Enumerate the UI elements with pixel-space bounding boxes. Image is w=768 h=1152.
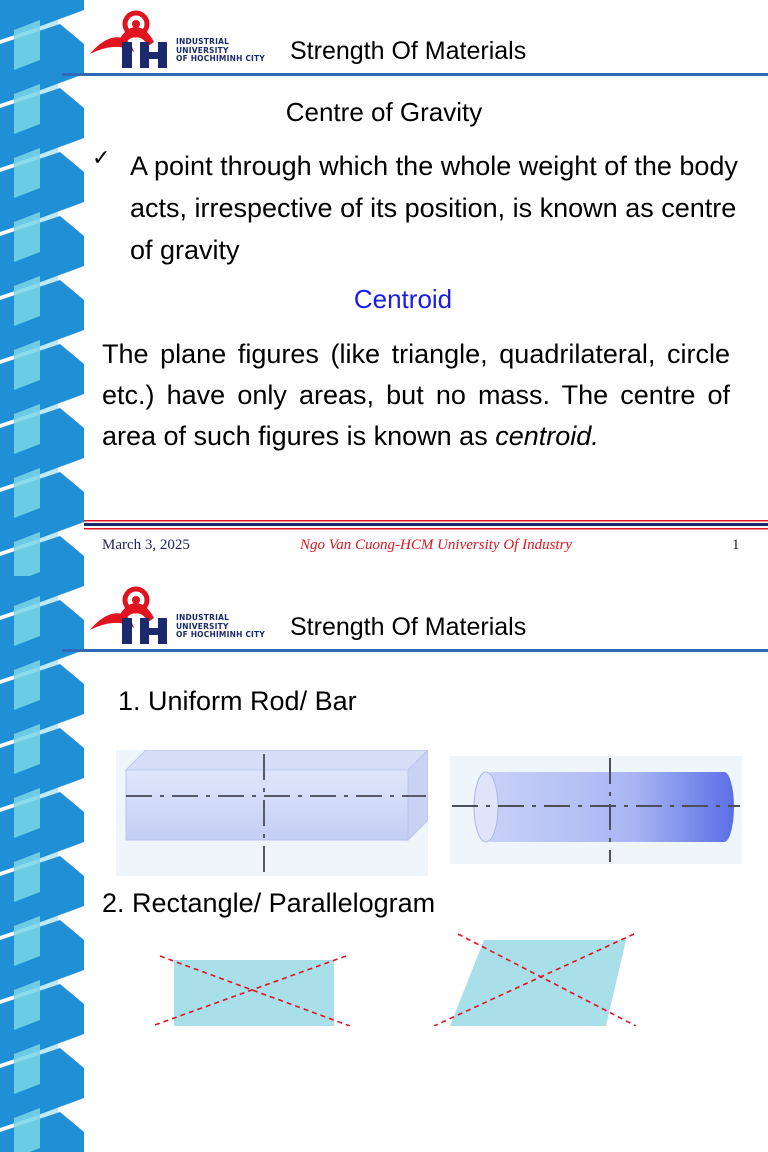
logo-wordmark: [176, 38, 265, 64]
footer-author: Ngo Van Cuong-HCM University Of Industry: [300, 537, 573, 553]
logo-line-3: OF HOCHIMINH CITY: [176, 630, 265, 639]
logo-wordmark: [176, 614, 265, 640]
centroid-paragraph: [102, 334, 730, 457]
paragraph-italic-term: centroid.: [495, 421, 599, 451]
section-uniform-rod: 1. Uniform Rod/ Bar: [118, 686, 357, 716]
rectangle-figure: [150, 952, 350, 1026]
logo-line-2: UNIVERSITY: [176, 45, 229, 55]
bullet-text: A point through which the whole weight of the body acts, irrespective of its position, is known as centre of gravity: [130, 151, 738, 265]
parallelogram-figure: [430, 932, 644, 1026]
slide-title: Centre of Gravity: [285, 97, 483, 127]
cylindrical-bar-figure: [450, 756, 742, 864]
logo-line-2: UNIVERSITY: [176, 621, 229, 631]
section-rectangle-parallelogram: 2. Rectangle/ Parallelogram: [102, 888, 436, 918]
logo-line-3: OF HOCHIMINH CITY: [176, 54, 265, 63]
slide-2: [0, 576, 768, 1152]
page-number: 1: [732, 537, 740, 553]
ribbon-decoration: [0, 576, 90, 1152]
logo-line-1: INDUSTRIAL: [176, 37, 230, 46]
header-divider: [62, 73, 768, 76]
footer-date: March 3, 2025: [102, 537, 190, 553]
footer-divider: [84, 520, 768, 534]
header-divider: [62, 649, 768, 652]
check-icon: ✓: [92, 146, 111, 171]
course-title: Strength Of Materials: [290, 613, 527, 641]
logo-line-1: INDUSTRIAL: [176, 613, 230, 622]
course-title: Strength Of Materials: [290, 37, 527, 65]
paragraph-body: The plane figures (like triangle, quadrilateral, circle etc.) have only areas, but no mass. The centre of area of such figures is known as: [102, 339, 730, 451]
centroid-heading: Centroid: [353, 284, 453, 314]
rectangular-bar-figure: [116, 750, 428, 876]
